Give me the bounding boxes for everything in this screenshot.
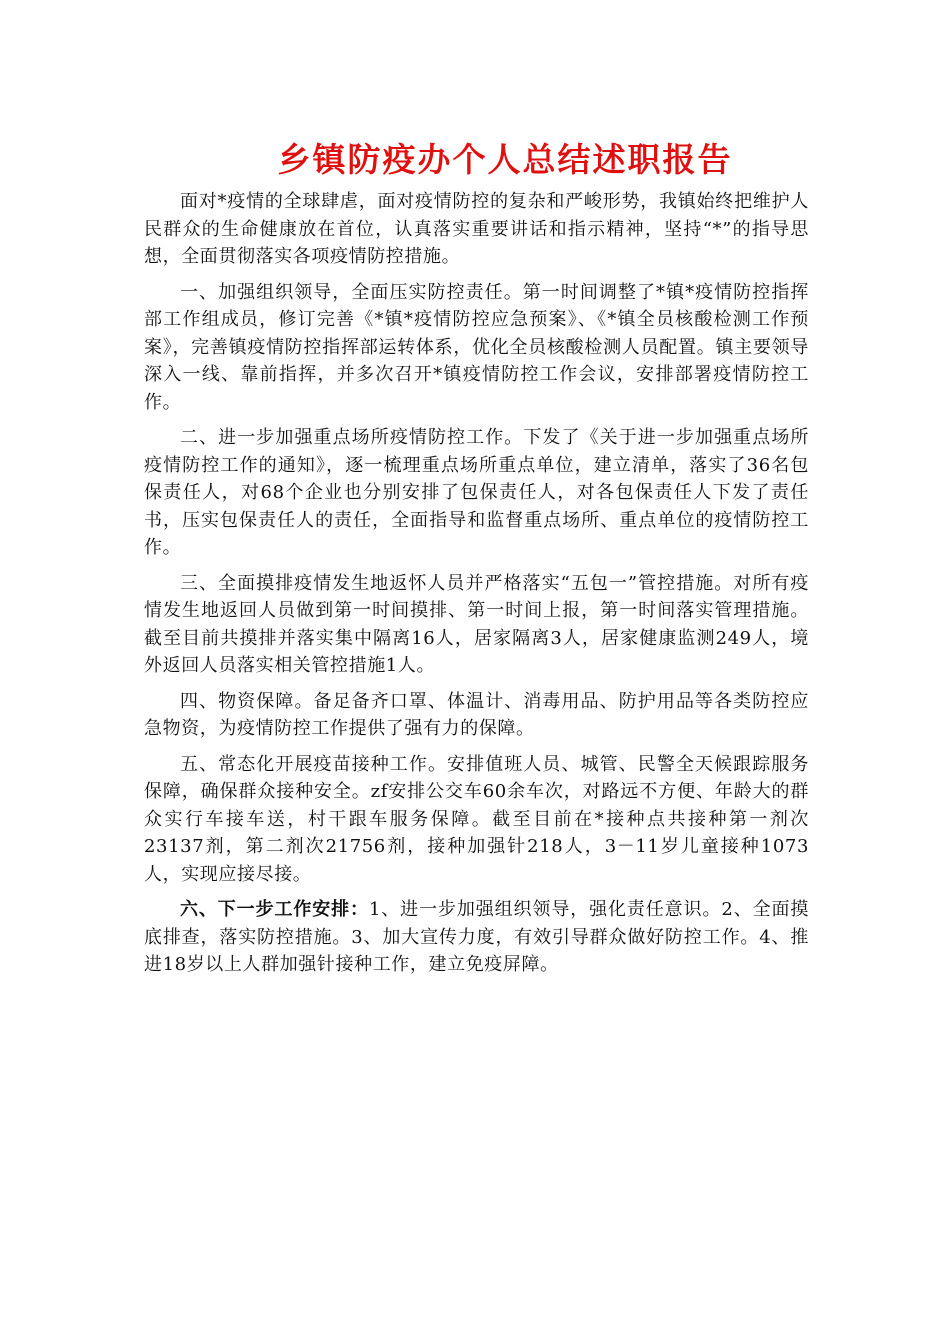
paragraph-section-3: 三、全面摸排疫情发生地返怀人员并严格落实“五包一”管控措施。对所有疫情发生地返回人员做到第一时间摸排、第一时间上报，第一时间落实管理措施。截至目前共摸排并落实集中隔离16人，居家隔离3人，居家健康监测249人，境外返回人员落实相关管控措施1人。 [144, 572, 809, 676]
paragraph-section-2: 二、进一步加强重点场所疫情防控工作。下发了《关于进一步加强重点场所疫情防控工作的通知》，逐一梳理重点场所重点单位，建立清单，落实了36名包保责任人，对68个企业也分别安排了包保责任人，对各包保责任人下发了责任书，压实包保责任人的责任，全面指导和监督重点场所、重点单位的疫情防控工作。 [144, 427, 809, 558]
document-body [144, 188, 809, 987]
paragraph-section-6 [144, 896, 809, 979]
document-title: 乡镇防疫办个人总结述职报告 [277, 140, 733, 179]
section-6-text: 1、进一步加强组织领导，强化责任意识。2、全面摸底排查，落实防控措施。3、加大宣传力度，有效引导群众做好防控工作。4、推进18岁以上人群加强针接种工作，建立免疫屏障。 [144, 899, 809, 975]
paragraph-section-5: 五、常态化开展疫苗接种工作。安排值班人员、城管、民警全天候跟踪服务保障，确保群众接种安全。zf安排公交车60余车次，对路远不方便、年龄大的群众实行车接车送，村干跟车服务保障。截至目前在*接种点共接种第一剂次23137剂，第二剂次21756剂，接种加强针218人，3－11岁儿童接种1073人，实现应接尽接。 [144, 753, 809, 885]
paragraph-intro: 面对*疫情的全球肆虐，面对疫情防控的复杂和严峻形势，我镇始终把维护人民群众的生命健康放在首位，认真落实重要讲话和指示精神，坚持“*”的指导思想，全面贯彻落实各项疫情防控措施。 [144, 191, 809, 267]
section-6-heading: 六、下一步工作安排： [180, 899, 369, 920]
paragraph-section-1: 一、加强组织领导，全面压实防控责任。第一时间调整了*镇*疫情防控指挥部工作组成员，修订完善《*镇*疫情防控应急预案》、《*镇全员核酸检测工作预案》，完善镇疫情防控指挥部运转体系，优化全员核酸检测人员配置。镇主要领导深入一线、靠前指挥，并多次召开*镇疫情防控工作会议，安排部署疫情防控工作。 [144, 281, 809, 413]
paragraph-section-4: 四、物资保障。备足备齐口罩、体温计、消毒用品、防护用品等各类防控应急物资，为疫情防控工作提供了强有力的保障。 [144, 690, 809, 739]
